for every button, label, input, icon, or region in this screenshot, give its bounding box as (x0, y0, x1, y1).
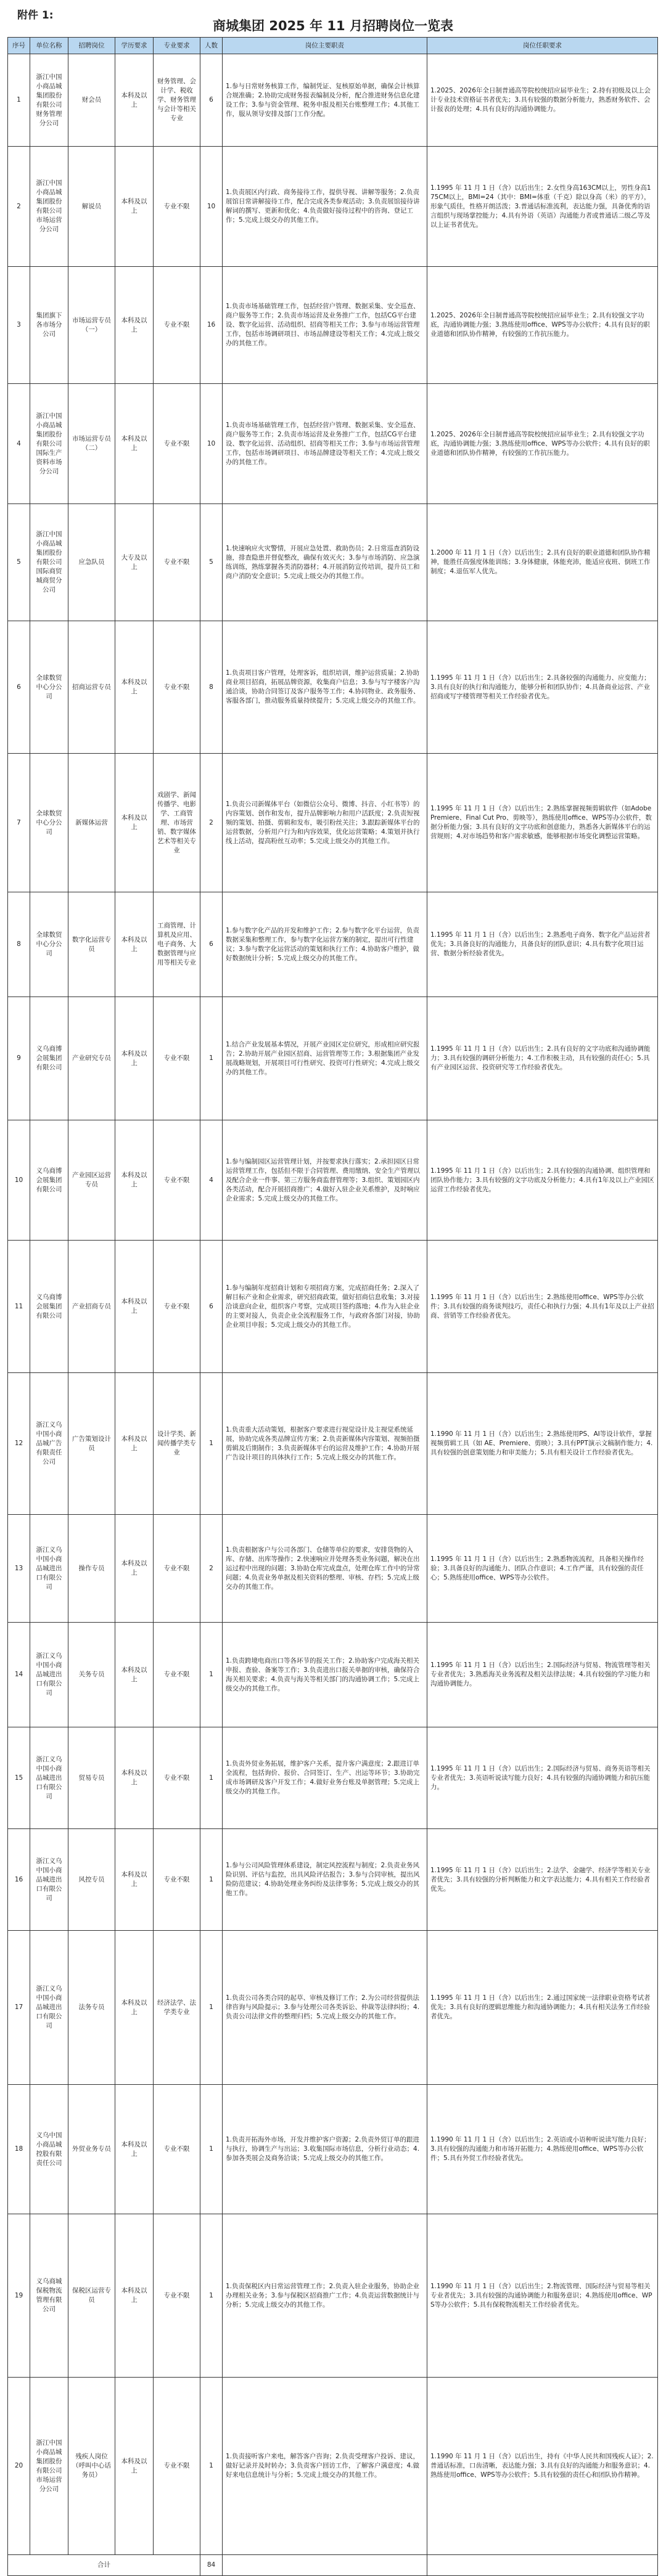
row-position: 外贸业务专员 (68, 2085, 115, 2214)
row-duties: 1.参与日常财务核算工作，编制凭证、复核原始单据，确保会计核算合规准确；2.协助完成财务报表编制及分析，配合推进财务信息化建设工作；3.参与资金管理、税务申报及相关台账整理工作；4.其他工作，服从领导安排及部门工作分配。 (223, 54, 427, 147)
row-duties: 1.负责市场基础管理工作，包括经营户管理、数据采集、安全巡查、商户服务等工作；2.负责市场运营及业务推广工作，包括CG平台建设、数字化运营、活动组织、招商等相关工作；3.参与市场运营管理工作，包括市场调研项目、市场品牌建设等相关工作；4.完成上级交办的其他工作。 (223, 384, 427, 504)
row-no: 9 (8, 997, 30, 1120)
row-education: 本科及以上 (115, 621, 154, 754)
table-header-row (8, 38, 658, 54)
row-no: 5 (8, 504, 30, 621)
row-requirements: 1.1990 年 11 月 1 日（含）以后出生；2.英语或小语种听说读写能力良好；3.具有较强的沟通能力和市场开拓能力；4.熟练使用office、WPS等办公软件；5.具有外贸工作经验者优先。 (427, 2085, 658, 2214)
row-position: 财会员 (68, 54, 115, 147)
row-duties: 1.负责保税区内日常运营管理工作；2.负责入驻企业服务，协助企业办理相关业务；3.参与保税区招商推广工作；4.负责运营数据统计与分析；5.完成上级交办的其他工作。 (223, 2214, 427, 2378)
row-unit: 全球数贸中心分公司 (30, 892, 68, 997)
row-count: 6 (200, 54, 223, 147)
row-unit: 浙江义乌中国小商品城进出口有限公司 (30, 1829, 68, 1931)
row-unit: 浙江义乌中国小商品城进出口有限公司 (30, 1727, 68, 1829)
row-position: 解说员 (68, 147, 115, 267)
row-unit: 浙江中国小商品城集团股份有限公司市场运营分公司 (30, 147, 68, 267)
row-major: 专业不限 (154, 1623, 200, 1727)
row-education: 本科及以上 (115, 1120, 154, 1241)
row-duties: 1.负责展区内行政、商务接待工作，提供导视、讲解等服务；2.负责展馆日常讲解接待工作，配合完成各类参观活动；3.负责展馆接待讲解词的撰写、更新和优化；4.负责做好接待过程中的咨询、登记工作；5.完成上级交办的其他工作。 (223, 147, 427, 267)
attachment-label: 附件 1: (17, 9, 54, 22)
row-major: 设计学类、新闻传播学类专业 (154, 1373, 200, 1515)
row-count: 1 (200, 1829, 223, 1931)
row-unit: 浙江中国小商品城集团股份有限公司市场运营分公司 (30, 2378, 68, 2555)
header-major: 专业要求 (154, 38, 200, 54)
table-row (8, 1373, 658, 1515)
row-requirements: 1.2025、2026年全日制普通高等院校统招应届毕业生；2.具有较强文字功底，沟通协调能力强；3.熟练使用office、WPS等办公软件；4.具有良好的职业道德和团队协作精神，有较强的工作抗压能力。 (427, 384, 658, 504)
row-requirements: 1.1995 年 11 月 1 日（含）以后出生；2.熟练掌握视频剪辑软件（如Adobe Premiere、Final Cut Pro、剪映等），熟练使用office、WPS等办公软件，数据分析能力强；3.具有良好的文字功底和创意能力，熟悉各大新媒体平台的运营规则；4.对市场趋势和客户需求敏感，能够根据市场变化调整运营策略。 (427, 754, 658, 892)
row-count: 1 (200, 1931, 223, 2085)
row-count: 1 (200, 1727, 223, 1829)
row-position: 保税区运营专员 (68, 2214, 115, 2378)
row-requirements: 1.1995 年 11 月 1 日（含）以后出生；2.熟悉物流流程，具备相关操作经验；3.具备良好的沟通能力、团队合作意识；4.工作严谨，具有较强的责任心；5.熟练使用office、WPS等办公软件。 (427, 1515, 658, 1623)
row-position: 关务专员 (68, 1623, 115, 1727)
row-major: 专业不限 (154, 267, 200, 384)
table-row (8, 754, 658, 892)
row-count: 1 (200, 1373, 223, 1515)
row-count: 1 (200, 1623, 223, 1727)
header-count: 人数 (200, 38, 223, 54)
row-position: 应急队员 (68, 504, 115, 621)
row-duties: 1.快速响应火灾警情，开展应急处置、救助伤员；2.日常巡查消防设施，排查隐患并督促整改，确保有效灭火；3.参与市场消防、应急演练训练，熟练掌握各类消防器材；4.开展消防宣传培训，提升员工和商户消防安全意识；5.完成上级交办的其他工作。 (223, 504, 427, 621)
table-row (8, 54, 658, 147)
recruitment-table (7, 37, 658, 2576)
row-position: 招商运营专员 (68, 621, 115, 754)
row-major: 专业不限 (154, 147, 200, 267)
row-requirements: 1.1995 年 11 月 1 日（含）以后出生；2.女性身高163CM以上，男性身高175CM以上，BMI=24（其中：BMI=体重（千克）除以身高（米）的平方），形象气质佳，性格开朗活泼；3.普通话标准流利，表达能力强，具备优秀的语言组织与现场掌控能力；4.具有外语（英语）沟通能力者或普通话二级乙等及以上证书者优先。 (427, 147, 658, 267)
row-count: 6 (200, 1241, 223, 1373)
row-no: 2 (8, 147, 30, 267)
row-no: 19 (8, 2214, 30, 2378)
row-no: 4 (8, 384, 30, 504)
row-major: 专业不限 (154, 997, 200, 1120)
row-requirements: 1.2000 年 11 月 1 日（含）以后出生；2.具有良好的职业道德和团队协作精神，能胜任高强度体能训练；3.身体健康，体能充沛，能适应夜班、倒班工作制度；4.退伍军人优先。 (427, 504, 658, 621)
total-label: 合计 (8, 2555, 200, 2576)
row-unit: 集团旗下各市场分公司 (30, 267, 68, 384)
row-no: 20 (8, 2378, 30, 2555)
table-row (8, 384, 658, 504)
row-duties: 1.参与公司风险管理体系建设，制定风控流程与制度；2.负责业务风险识别、评估与监控，出具风险评估报告；3.参与合同审核，提出风险防范建议；4.协助处理业务纠纷及法律事务；5.完成上级交办的其他工作。 (223, 1829, 427, 1931)
row-no: 16 (8, 1829, 30, 1931)
row-count: 4 (200, 1120, 223, 1241)
row-position: 残疾人岗位（呼叫中心话务员） (68, 2378, 115, 2555)
header-position: 招聘岗位 (68, 38, 115, 54)
row-major: 专业不限 (154, 2378, 200, 2555)
row-education: 本科及以上 (115, 892, 154, 997)
row-unit: 浙江义乌中国小商品城广告有限责任公司 (30, 1373, 68, 1515)
row-duties: 1.负责公司新媒体平台（如微信公众号、微博、抖音、小红书等）的内容策划、创作和发布，提升品牌影响力和用户活跃度；2.负责短视频的策划、拍摄、剪辑和发布，吸引粉丝关注；3.跟踪新媒体平台的运营数据，分析用户行为和内容效果，优化运营策略；4.策划并执行线上活动，提高粉丝互动率；5.完成上级交办的其他工作。 (223, 754, 427, 892)
row-requirements: 1.1995 年 11 月 1 日（含）以后出生；2.法学、金融学、经济学等相关专业者优先；3.具有较强的分析判断能力和文字表达能力；4.具有相关工作经验者优先。 (427, 1829, 658, 1931)
row-no: 11 (8, 1241, 30, 1373)
row-major: 专业不限 (154, 504, 200, 621)
row-position: 贸易专员 (68, 1727, 115, 1829)
row-unit: 浙江义乌中国小商品城进出口有限公司 (30, 1623, 68, 1727)
row-no: 17 (8, 1931, 30, 2085)
row-no: 12 (8, 1373, 30, 1515)
row-requirements: 1.1995 年 11 月 1 日（含）以后出生；2.具备较强的沟通能力、应变能力；3.具有良好的执行和沟通能力，能够分析和团队协作；4.具备商业运营、产业招商或写字楼管理等相关工作经验者优先。 (427, 621, 658, 754)
row-position: 风控专员 (68, 1829, 115, 1931)
table-row (8, 2085, 658, 2214)
row-duties: 1.参与数字化产品的开发和维护工作；2.参与数字化平台运营，负责数据采集和整理工作，参与数字化运营方案的制定，提出可行性建议；3.参与数字化运营活动的策划和执行工作；4.协助客户维护，做好数据统计分析；5.完成上级交办的其他工作。 (223, 892, 427, 997)
row-no: 14 (8, 1623, 30, 1727)
row-count: 2 (200, 754, 223, 892)
row-duties: 1.负责跨境电商出口等各环节的报关工作；2.协助客户完成海关相关申报、查验、备案等工作；3.负责进出口报关单据的审核，确保符合海关相关要求；4.负责与海关等相关部门的沟通协调工作；5.完成上级交办的其他工作。 (223, 1623, 427, 1727)
table-row (8, 892, 658, 997)
row-requirements: 1.1995 年 11 月 1 日（含）以后出生；2.熟练使用office、WPS等办公软件；3.具有较强的商务谈判技巧，责任心和执行力强；4.具有1年及以上产业招商、营销等工作经验者优先。 (427, 1241, 658, 1373)
row-position: 产业招商专员 (68, 1241, 115, 1373)
row-count: 1 (200, 2378, 223, 2555)
header-requirements: 岗位任职要求 (427, 38, 658, 54)
row-major: 专业不限 (154, 1241, 200, 1373)
row-duties: 1.负责接听客户来电，解答客户咨询；2.负责受理客户投诉、建议，做好记录并及时转办；3.负责客户回访工作，了解客户满意度；4.做好来电信息统计与分析；5.完成上级交办的其他工作。 (223, 2378, 427, 2555)
header-no: 序号 (8, 38, 30, 54)
row-major: 财务管理、会计学、税收学、财务管理与会计等相关专业 (154, 54, 200, 147)
row-unit: 全球数贸中心分公司 (30, 621, 68, 754)
row-no: 1 (8, 54, 30, 147)
row-education: 本科及以上 (115, 384, 154, 504)
row-unit: 义乌商城保税物流管理有限公司 (30, 2214, 68, 2378)
row-education: 本科及以上 (115, 1931, 154, 2085)
total-empty-requirements (427, 2555, 658, 2576)
row-major: 专业不限 (154, 1727, 200, 1829)
row-requirements: 1.2025、2026年全日制普通高等院校统招应届毕业生；2.持有初级及以上会计专业技术资格证书者优先；3.具有较强的数据分析能力，熟悉财务软件、会计报表的处理；4.具有良好的沟通协调能力。 (427, 54, 658, 147)
row-count: 5 (200, 504, 223, 621)
row-education: 大专及以上 (115, 504, 154, 621)
row-unit: 浙江中国小商品城集团股份有限公司国际生产资料市场分公司 (30, 384, 68, 504)
header-unit: 单位名称 (30, 38, 68, 54)
row-requirements: 1.1995 年 11 月 1 日（含）以后出生；2.熟悉电子商务、数字化产品运营者优先；3.具备良好的沟通能力，具备良好的团队意识；4.具有数字化项目运营、数据分析经验者优先。 (427, 892, 658, 997)
row-count: 2 (200, 1515, 223, 1623)
row-unit: 义乌商博会展集团有限公司 (30, 997, 68, 1120)
row-major: 专业不限 (154, 1120, 200, 1241)
row-major: 专业不限 (154, 1515, 200, 1623)
row-count: 1 (200, 2214, 223, 2378)
row-major: 专业不限 (154, 2085, 200, 2214)
row-unit: 义乌商博会展集团有限公司 (30, 1120, 68, 1241)
row-major: 经济法学、法学类专业 (154, 1931, 200, 2085)
row-education: 本科及以上 (115, 1727, 154, 1829)
row-unit: 浙江中国小商品城集团股份有限公司国际商贸城商贸分公司 (30, 504, 68, 621)
row-education: 本科及以上 (115, 147, 154, 267)
table-row (8, 1623, 658, 1727)
row-education: 本科及以上 (115, 754, 154, 892)
row-education: 本科及以上 (115, 2214, 154, 2378)
header-duties: 岗位主要职责 (223, 38, 427, 54)
row-count: 10 (200, 147, 223, 267)
row-unit: 义乌商博会展集团有限公司 (30, 1241, 68, 1373)
table-row (8, 1829, 658, 1931)
row-no: 18 (8, 2085, 30, 2214)
table-row (8, 267, 658, 384)
row-duties: 1.参与编制园区运营管理计划，并按要求执行落实；2.承担园区日常运营管理工作，包括但不限于合同管理、费用缴纳、安全生产管理以及配合企业一件事、第三方服务商监督管理等；3.组织、策划园区内各类活动，配合开展招商推广；4.做好入驻企业关系维护，及时响应企业需求；5.完成上级交办的其他工作。 (223, 1120, 427, 1241)
table-row (8, 504, 658, 621)
row-requirements: 1.1995 年 11 月 1 日（含）以后出生；2.国际经济与贸易、商务英语等相关专业者优先；3.英语听说读写能力良好；4.具有较强的沟通协调能力和抗压能力。 (427, 1727, 658, 1829)
row-education: 本科及以上 (115, 1241, 154, 1373)
table-row (8, 1515, 658, 1623)
row-no: 13 (8, 1515, 30, 1623)
row-education: 本科及以上 (115, 2378, 154, 2555)
total-row (8, 2555, 658, 2576)
row-duties: 1.负责根据客户与公司各部门、仓储等单位的要求，安排货物的入库、存储、出库等操作；2.快速响应并处理各类业务问题，解决在出运过程中出现的问题；3.协助仓库完成盘点，处理仓库工作中的异常问题；4.负责业务单据及相关资料的整理、审核、存档；5.完成上级交办的其他工作。 (223, 1515, 427, 1623)
row-duties: 1.负责重大活动策划，根据客户要求进行视觉设计及主视觉系统延展，协助完成各类品牌宣传方案；2.负责新媒体内容策划、视频拍摄剪辑及后期制作；3.负责新媒体平台的运营及维护工作；4.协助开展广告设计项目的具体执行工作；5.完成上级交办的其他工作。 (223, 1373, 427, 1515)
row-education: 本科及以上 (115, 997, 154, 1120)
row-count: 8 (200, 621, 223, 754)
row-requirements: 1.1995 年 11 月 1 日（含）以后出生；2.通过国家统一法律职业资格考试者优先；3.具有良好的逻辑思维能力和沟通协调能力；4.具有相关法务工作经验者优先。 (427, 1931, 658, 2085)
row-education: 本科及以上 (115, 1373, 154, 1515)
row-position: 产业研究专员 (68, 997, 115, 1120)
row-education: 本科及以上 (115, 54, 154, 147)
row-unit: 浙江义乌中国小商品城进出口有限公司 (30, 1515, 68, 1623)
row-no: 6 (8, 621, 30, 754)
header-education: 学历要求 (115, 38, 154, 54)
row-major: 工商管理、计算机及应用、电子商务、大数据管理与应用等相关专业 (154, 892, 200, 997)
row-count: 16 (200, 267, 223, 384)
row-duties: 1.结合产业发展基本情况，开展产业园区定位研究，形成相应研究报告；2.协助开展产业园区招商、运营管理等工作；3.根据集团产业发展战略规划，开展项目可行性研究、投资可行性研究；4.完成上级交办的其他工作。 (223, 997, 427, 1120)
table-row (8, 997, 658, 1120)
table-row (8, 621, 658, 754)
total-count: 84 (200, 2555, 223, 2576)
row-requirements: 1.1995 年 11 月 1 日（含）以后出生；2.具有较强的沟通协调、组织管理和团队协作能力；3.具有较强的文字功底及分析能力；4.具有1年及以上产业园区运营工作经验者优先。 (427, 1120, 658, 1241)
row-major: 专业不限 (154, 621, 200, 754)
table-row (8, 147, 658, 267)
row-requirements: 1.1990 年 11 月 1 日（含）以后出生，持有《中华人民共和国残疾人证》；2.普通话标准，口齿清晰，表达能力强；3.具有良好的沟通能力和服务意识；4.熟练使用office、WPS等办公软件；5.具有较强的责任心和团队协作精神。 (427, 2378, 658, 2555)
row-major: 戏剧学、新闻传播学、电影学、工商管理、市场营销、数字媒体艺术等相关专业 (154, 754, 200, 892)
row-count: 6 (200, 892, 223, 997)
row-requirements: 1.2025、2026年全日制普通高等院校统招应届毕业生；2.具有较强文字功底，沟通协调能力强；3.熟练使用office、WPS等办公软件；4.具有良好的职业道德和团队协作精神，有较强的工作抗压能力。 (427, 267, 658, 384)
row-major: 专业不限 (154, 2214, 200, 2378)
table-row (8, 1931, 658, 2085)
row-position: 数字化运营专员 (68, 892, 115, 997)
row-position: 市场运营专员（二） (68, 384, 115, 504)
row-position: 产业园区运营专员 (68, 1120, 115, 1241)
row-unit: 全球数贸中心分公司 (30, 754, 68, 892)
table-row (8, 2378, 658, 2555)
row-education: 本科及以上 (115, 1515, 154, 1623)
row-position: 操作专员 (68, 1515, 115, 1623)
row-duties: 1.负责外贸业务拓展，维护客户关系，提升客户满意度；2.跟进订单全流程，包括询价、报价、合同签订、生产、出运等环节；3.协助完成市场调研及客户开发工作；4.做好业务台账及单据管理；5.完成上级交办的其他工作。 (223, 1727, 427, 1829)
row-major: 专业不限 (154, 1829, 200, 1931)
row-position: 广告策划设计员 (68, 1373, 115, 1515)
row-no: 8 (8, 892, 30, 997)
table-row (8, 2214, 658, 2378)
row-requirements: 1.1995 年 11 月 1 日（含）以后出生；2.具有良好的文字功底和沟通协调能力；3.具有较强的调研分析能力；4.工作积极主动，具有较强的责任心；5.具有产业园区运营、投资研究等工作经验者优先。 (427, 997, 658, 1120)
row-duties: 1.参与编制年度招商计划和专项招商方案，完成招商任务；2.深入了解目标产业和企业需求，研究招商政策，做好招商信息收集；3.对接洽谈意向企业，组织客户考察，完成项目签约落地；4.作为入驻企业的主要对接人，负责企业全流程服务工作，与政府各部门对接，协助企业项目申报；5.完成上级交办的其他工作。 (223, 1241, 427, 1373)
row-unit: 浙江中国小商品城集团股份有限公司财务管理分公司 (30, 54, 68, 147)
row-duties: 1.负责公司各类合同的起草、审核及修订工作；2.为公司经营提供法律咨询与风险提示；3.参与处理公司各类诉讼、仲裁等法律纠纷；4.负责公司法律文件的整理归档；5.完成上级交办的其他工作。 (223, 1931, 427, 2085)
row-duties: 1.负责市场基础管理工作，包括经营户管理、数据采集、安全巡查、商户服务等工作；2.负责市场运营及业务推广工作，包括CG平台建设、数字化运营、活动组织、招商等相关工作；3.参与市场运营管理工作，包括市场调研项目、市场品牌建设等相关工作；4.完成上级交办的其他工作。 (223, 267, 427, 384)
page-title: 商城集团 2025 年 11 月招聘岗位一览表 (213, 18, 453, 33)
row-position: 新媒体运营 (68, 754, 115, 892)
table-row (8, 1241, 658, 1373)
row-requirements: 1.1990 年 11 月 1 日（含）以后出生；2.物流管理、国际经济与贸易等相关专业者优先；3.具有较强的沟通协调能力和服务意识；4.熟练使用office、WPS等办公软件；5.具有保税物流相关工作经验者优先。 (427, 2214, 658, 2378)
row-requirements: 1.1990 年 11 月 1 日（含）以后出生；2.熟练使用PS、AI等设计软件，掌握视频剪辑工具（如 AE、Premiere、剪映）；3.具有PPT演示文稿制作能力；4.具有较强的创意策划能力和审美能力；5.具有相关设计工作经验者优先。 (427, 1373, 658, 1515)
row-no: 15 (8, 1727, 30, 1829)
row-duties: 1.负责开拓海外市场，开发并维护客户资源；2.负责外贸订单的跟进与执行，协调生产与出运；3.收集国际市场信息，分析行业动态；4.参加各类展会及商务洽谈；5.完成上级交办的其他工作。 (223, 2085, 427, 2214)
row-major: 专业不限 (154, 384, 200, 504)
row-position: 法务专员 (68, 1931, 115, 2085)
row-no: 3 (8, 267, 30, 384)
row-duties: 1.负责项目客户管理，处理客诉，组织培训，维护运营质量；2.协助商业项目招商，拓展品牌资源，收集商户信息；3.参与写字楼客户沟通洽谈，协助合同签订及客户服务等工作；4.协同物业、政务服务、客服各部门，推动服务质量持续提升；5.完成上级交办的其他工作。 (223, 621, 427, 754)
row-count: 1 (200, 997, 223, 1120)
row-no: 7 (8, 754, 30, 892)
total-empty-duties (223, 2555, 427, 2576)
row-count: 10 (200, 384, 223, 504)
row-education: 本科及以上 (115, 2085, 154, 2214)
row-position: 市场运营专员（一） (68, 267, 115, 384)
row-requirements: 1.1995 年 11 月 1 日（含）以后出生；2.国际经济与贸易、物流管理等相关专业者优先；3.熟悉海关业务流程及相关法律法规；4.具有较强的学习能力和沟通协调能力。 (427, 1623, 658, 1727)
row-education: 本科及以上 (115, 1829, 154, 1931)
table-row (8, 1120, 658, 1241)
row-education: 本科及以上 (115, 267, 154, 384)
row-unit: 义乌中国小商品城控股有限责任公司 (30, 2085, 68, 2214)
row-count: 1 (200, 2085, 223, 2214)
row-no: 10 (8, 1120, 30, 1241)
table-row (8, 1727, 658, 1829)
row-unit: 浙江义乌中国小商品城进出口有限公司 (30, 1931, 68, 2085)
row-education: 本科及以上 (115, 1623, 154, 1727)
